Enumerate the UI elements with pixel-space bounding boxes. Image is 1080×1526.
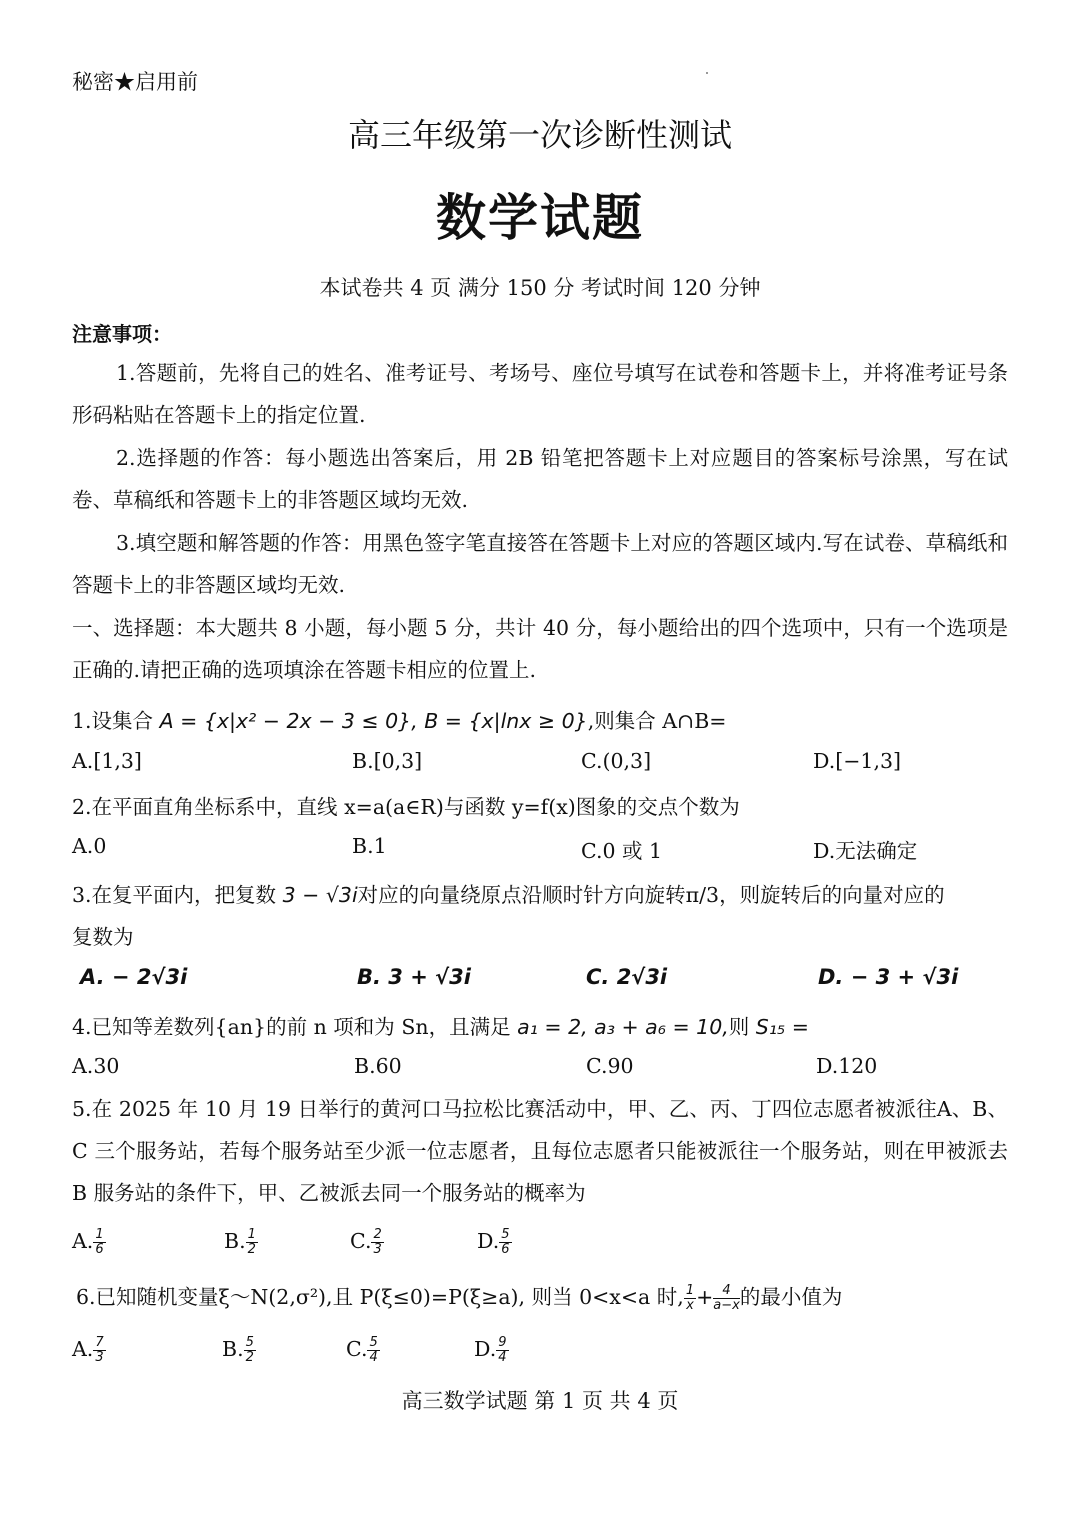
q4-option-d: D.120 <box>816 1054 878 1078</box>
notice-item-2: 2.选择题的作答：每小题选出答案后，用 2B 铅笔把答题卡上对应题目的答案标号涂黑，写在试卷、草稿纸和答题卡上的非答题区域均无效. <box>72 446 1008 512</box>
question-5: 5.在 2025 年 10 月 19 日举行的黄河口马拉松比赛活动中，甲、乙、丙、丁四位志愿者被派往A、B、C 三个服务站，若每个服务站至少派一位志愿者，且每位志愿者只能被派往一个服务站，则在甲被派去 B 服务站的条件下，甲、乙被派去同一个服务站的概率为 <box>72 1097 1008 1205</box>
frac-num: 1 <box>685 1283 695 1298</box>
q1-option-c: C.(0,3] <box>581 749 652 773</box>
frac-num: 5 <box>501 1227 510 1242</box>
page-footer: 高三数学试题 第 1 页 共 4 页 <box>401 1389 679 1413</box>
q1-option-b: B.[0,3] <box>352 749 423 773</box>
q6-option-a <box>72 1336 106 1365</box>
q4-prefix: 4.已知等差数列{an}的前 n 项和为 Sn，且满足 <box>72 1015 511 1039</box>
q3-option-a: A. − 2√3i <box>80 965 188 989</box>
frac-den: 4 <box>498 1350 507 1365</box>
q4-math: a₁ = 2, a₃ + a₆ = 10, <box>517 1015 729 1039</box>
q6-option-c-fraction <box>367 1336 379 1365</box>
question-3 <box>72 878 945 908</box>
q5-option-a-fraction <box>93 1228 105 1257</box>
q1-math: A = {x|x² − 2x − 3 ≤ 0}, B = {x|lnx ≥ 0} <box>159 709 588 733</box>
q5-option-d-letter: D. <box>477 1229 500 1253</box>
frac-den: 2 <box>245 1350 254 1365</box>
frac-num: 1 <box>95 1227 104 1242</box>
q3-line-2: 复数为 <box>72 925 134 949</box>
q6-option-c-letter: C. <box>346 1337 368 1361</box>
question-1 <box>72 704 726 734</box>
q4-option-b: B.60 <box>354 1054 402 1078</box>
question-4 <box>72 1010 809 1040</box>
frac-num: 1 <box>247 1227 256 1242</box>
frac-num: 5 <box>369 1335 378 1350</box>
q5-option-d <box>477 1228 512 1257</box>
frac-den: 3 <box>373 1242 382 1257</box>
frac-den: 2 <box>247 1242 256 1257</box>
scan-speck <box>706 72 708 74</box>
frac-den: 4 <box>369 1350 378 1365</box>
q5-option-d-fraction <box>499 1228 511 1257</box>
q6-option-a-fraction <box>93 1336 105 1365</box>
q5-option-b-letter: B. <box>224 1229 246 1253</box>
confidential-label: 秘密★启用前 <box>72 70 198 94</box>
q6-option-c <box>346 1336 380 1365</box>
notice-heading: 注意事项： <box>72 322 172 346</box>
q3-option-d: D. − 3 + √3i <box>818 965 959 989</box>
exam-subtitle: 高三年级第一次诊断性测试 <box>347 116 732 154</box>
q1-option-d: D.[−1,3] <box>813 749 901 773</box>
q4-option-c: C.90 <box>586 1054 634 1078</box>
q5-option-b <box>224 1228 258 1257</box>
frac-den: x <box>686 1298 694 1313</box>
exam-title: 数学试题 <box>436 189 644 247</box>
q6-option-b <box>222 1336 256 1365</box>
q2-option-c: C.0 或 1 <box>581 839 663 863</box>
q5-option-b-fraction <box>246 1228 258 1257</box>
frac-den: 6 <box>501 1242 510 1257</box>
frac-num: 2 <box>373 1227 382 1242</box>
frac-num: 7 <box>95 1335 104 1350</box>
q1-suffix: ,则集合 A∩B= <box>587 709 727 733</box>
frac-num: 9 <box>498 1335 507 1350</box>
frac-den: 6 <box>95 1242 104 1257</box>
q6-prefix: 6.已知随机变量ξ～N(2,σ²),且 P(ξ≤0)=P(ξ≥a), 则当 0<x<a 时, <box>76 1285 684 1309</box>
q1-option-a: A.[1,3] <box>72 749 142 773</box>
exam-info: 本试卷共 4 页 满分 150 分 考试时间 120 分钟 <box>319 276 761 300</box>
q6-option-d-fraction <box>496 1336 508 1365</box>
q5-option-c-fraction <box>371 1228 383 1257</box>
q3-math: 3 − √3i <box>282 883 358 907</box>
q3-suffix: 对应的向量绕原点沿顺时针方向旋转π/3，则旋转后的向量对应的 <box>357 883 945 907</box>
question-2: 2.在平面直角坐标系中，直线 x=a(a∈R)与函数 y=f(x)图象的交点个数为 <box>72 795 740 819</box>
q5-option-a-letter: A. <box>72 1229 94 1253</box>
q6-fraction-2 <box>713 1284 740 1313</box>
section-intro: 一、选择题：本大题共 8 小题，每小题 5 分，共计 40 分，每小题给出的四个选项中，只有一个选项是正确的.请把正确的选项填涂在答题卡相应的位置上. <box>72 616 1008 682</box>
notice-item-3: 3.填空题和解答题的作答：用黑色签字笔直接答在答题卡上对应的答题区域内.写在试卷、草稿纸和答题卡上的非答题区域均无效. <box>72 531 1008 597</box>
q6-suffix: 的最小值为 <box>739 1285 843 1309</box>
q4-suffix: 则 <box>728 1015 750 1039</box>
q6-plus: + <box>696 1285 714 1309</box>
question-6 <box>76 1280 842 1313</box>
q2-option-a: A.0 <box>72 834 107 858</box>
q4-option-a: A.30 <box>72 1054 120 1078</box>
q3-prefix: 3.在复平面内，把复数 <box>72 883 277 907</box>
notice-item-1: 1.答题前，先将自己的姓名、准考证号、考场号、座位号填写在试卷和答题卡上，并将准考证号条形码粘贴在答题卡上的指定位置. <box>72 361 1008 427</box>
q6-option-d-letter: D. <box>474 1337 497 1361</box>
q5-option-a <box>72 1228 106 1257</box>
q3-option-c: C. 2√3i <box>586 965 668 989</box>
q6-option-b-fraction <box>244 1336 256 1365</box>
q2-option-b: B.1 <box>352 834 387 858</box>
q5-option-c <box>350 1228 384 1257</box>
q5-option-c-letter: C. <box>350 1229 372 1253</box>
frac-num: 5 <box>245 1335 254 1350</box>
q6-fraction-1 <box>684 1284 696 1313</box>
q1-prefix: 1.设集合 <box>72 709 154 733</box>
frac-den: a−x <box>713 1298 740 1313</box>
q6-option-a-letter: A. <box>72 1337 94 1361</box>
q6-option-d <box>474 1336 509 1365</box>
q4-math-2: S₁₅ = <box>755 1015 809 1039</box>
frac-den: 3 <box>95 1350 104 1365</box>
q6-option-b-letter: B. <box>222 1337 244 1361</box>
q3-option-b: B. 3 + √3i <box>357 965 471 989</box>
frac-num: 4 <box>713 1284 740 1299</box>
q2-option-d: D.无法确定 <box>813 839 918 863</box>
